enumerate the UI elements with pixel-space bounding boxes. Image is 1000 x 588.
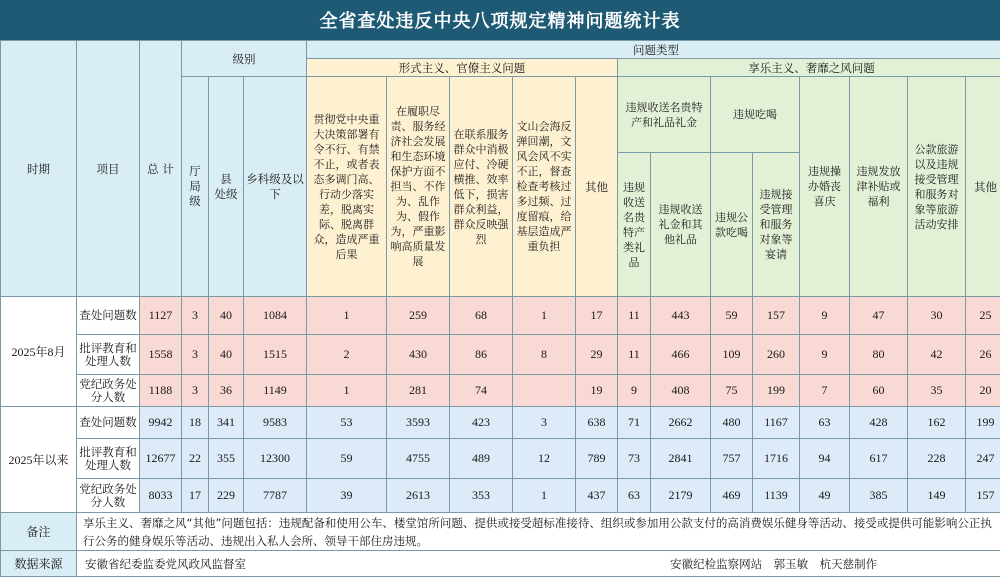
cell-value: 408 xyxy=(651,375,711,407)
cell-value: 42 xyxy=(908,335,966,375)
cell-value: 1188 xyxy=(140,375,182,407)
cell-value: 1 xyxy=(307,297,387,335)
cell-value: 466 xyxy=(651,335,711,375)
cell-value: 86 xyxy=(450,335,513,375)
header-wedding: 违规操办婚丧喜庆 xyxy=(800,77,850,297)
cell-value: 353 xyxy=(450,479,513,513)
header-formalism-1: 贯彻党中央重大决策部署有令不行、有禁不止，或者表态多调门高、行动少落实差，脱离实际、脱离群众，造成严重后果 xyxy=(307,77,387,297)
row-item-label: 查处问题数 xyxy=(77,407,140,439)
header-level-xian: 县 处级 xyxy=(209,77,244,297)
cell-value: 247 xyxy=(966,439,1000,479)
cell-value: 157 xyxy=(966,479,1000,513)
cell-value: 3 xyxy=(182,375,209,407)
header-level-xiang: 乡科级及以下 xyxy=(244,77,307,297)
cell-value: 25 xyxy=(966,297,1000,335)
cell-value: 341 xyxy=(209,407,244,439)
source-org: 安徽省纪委监委党风政风监督室 xyxy=(85,556,246,571)
cell-value: 1139 xyxy=(753,479,800,513)
cell-value: 9 xyxy=(618,375,651,407)
cell-value: 18 xyxy=(182,407,209,439)
page-title: 全省查处违反中央八项规定精神问题统计表 xyxy=(0,0,1000,40)
table-row xyxy=(1,407,1000,439)
header-eating-b: 违规接受管理和服务对象等宴请 xyxy=(753,153,800,297)
cell-value: 74 xyxy=(450,375,513,407)
row-item-label: 党纪政务处分人数 xyxy=(77,375,140,407)
cell-value: 9583 xyxy=(244,407,307,439)
cell-value: 2613 xyxy=(387,479,450,513)
cell-value: 3 xyxy=(182,335,209,375)
cell-value: 385 xyxy=(850,479,908,513)
cell-value: 60 xyxy=(850,375,908,407)
cell-value: 228 xyxy=(908,439,966,479)
cell-value: 12300 xyxy=(244,439,307,479)
notes-text: 享乐主义、奢靡之风“其他”问题包括：违规配备和使用公车、楼堂馆所问题、提供或接受超标准接待、组织或参加用公款支付的高消费娱乐健身等活动、接受或提供可能影响公正执行公务的健身娱乐等活动、违规出入私人会所、领导干部住房违规。 xyxy=(77,513,1000,551)
cell-value: 7 xyxy=(800,375,850,407)
cell-value: 355 xyxy=(209,439,244,479)
cell-value: 22 xyxy=(182,439,209,479)
header-gift-b: 违规收送礼金和其他礼品 xyxy=(651,153,711,297)
cell-value: 3 xyxy=(182,297,209,335)
cell-value: 109 xyxy=(711,335,753,375)
header-item: 项目 xyxy=(77,41,140,297)
header-hedonism-other: 其他 xyxy=(966,77,1000,297)
header-eating-a: 违规公款吃喝 xyxy=(711,153,753,297)
cell-value: 443 xyxy=(651,297,711,335)
cell-value: 428 xyxy=(850,407,908,439)
header-formalism-other: 其他 xyxy=(576,77,618,297)
cell-value: 17 xyxy=(576,297,618,335)
cell-value: 1084 xyxy=(244,297,307,335)
header-problem-type: 问题类型 xyxy=(307,41,1000,59)
cell-value: 40 xyxy=(209,297,244,335)
cell-value: 617 xyxy=(850,439,908,479)
cell-value: 260 xyxy=(753,335,800,375)
cell-value: 1149 xyxy=(244,375,307,407)
header-eating: 违规吃喝 xyxy=(711,77,800,153)
cell-value: 71 xyxy=(618,407,651,439)
source-label: 数据来源 xyxy=(1,551,77,577)
period-label: 2025年8月 xyxy=(1,297,77,407)
cell-value: 162 xyxy=(908,407,966,439)
cell-value: 35 xyxy=(908,375,966,407)
cell-value: 40 xyxy=(209,335,244,375)
cell-value: 36 xyxy=(209,375,244,407)
cell-value: 9942 xyxy=(140,407,182,439)
table-row xyxy=(1,375,1000,407)
cell-value: 2179 xyxy=(651,479,711,513)
cell-value: 49 xyxy=(800,479,850,513)
cell-value: 1127 xyxy=(140,297,182,335)
cell-value: 757 xyxy=(711,439,753,479)
cell-value: 8033 xyxy=(140,479,182,513)
statistics-table xyxy=(0,40,1000,577)
cell-value: 59 xyxy=(307,439,387,479)
header-hedonism: 享乐主义、奢靡之风问题 xyxy=(618,59,1000,77)
cell-value: 1716 xyxy=(753,439,800,479)
cell-value xyxy=(513,375,576,407)
cell-value: 53 xyxy=(307,407,387,439)
cell-value: 430 xyxy=(387,335,450,375)
header-allowance: 违规发放津补贴或福利 xyxy=(850,77,908,297)
header-travel: 公款旅游以及违规接受管理和服务对象等旅游活动安排 xyxy=(908,77,966,297)
cell-value: 9 xyxy=(800,297,850,335)
cell-value: 63 xyxy=(618,479,651,513)
header-gift: 违规收送名贵特产和礼品礼金 xyxy=(618,77,711,153)
cell-value: 4755 xyxy=(387,439,450,479)
cell-value: 20 xyxy=(966,375,1000,407)
cell-value: 9 xyxy=(800,335,850,375)
source-credit: 安徽纪检监察网站 郭玉敏 杭天慈制作 xyxy=(670,556,878,571)
cell-value: 19 xyxy=(576,375,618,407)
row-item-label: 批评教育和处理人数 xyxy=(77,335,140,375)
cell-value: 3593 xyxy=(387,407,450,439)
header-level-ting: 厅局级 xyxy=(182,77,209,297)
cell-value: 11 xyxy=(618,297,651,335)
cell-value: 80 xyxy=(850,335,908,375)
cell-value: 1515 xyxy=(244,335,307,375)
cell-value: 489 xyxy=(450,439,513,479)
cell-value: 12 xyxy=(513,439,576,479)
cell-value: 1558 xyxy=(140,335,182,375)
cell-value: 2 xyxy=(307,335,387,375)
cell-value: 29 xyxy=(576,335,618,375)
cell-value: 59 xyxy=(711,297,753,335)
cell-value: 7787 xyxy=(244,479,307,513)
notes-label: 备注 xyxy=(1,513,77,551)
header-formalism-3: 在联系服务群众中消极应付、冷硬横推、效率低下，损害群众利益，群众反映强烈 xyxy=(450,77,513,297)
table-row xyxy=(1,479,1000,513)
cell-value: 26 xyxy=(966,335,1000,375)
cell-value: 1 xyxy=(513,479,576,513)
table-row xyxy=(1,297,1000,335)
cell-value: 12677 xyxy=(140,439,182,479)
cell-value: 75 xyxy=(711,375,753,407)
cell-value: 8 xyxy=(513,335,576,375)
header-formalism: 形式主义、官僚主义问题 xyxy=(307,59,618,77)
cell-value: 259 xyxy=(387,297,450,335)
period-label: 2025年以来 xyxy=(1,407,77,513)
cell-value: 423 xyxy=(450,407,513,439)
cell-value: 199 xyxy=(753,375,800,407)
cell-value: 469 xyxy=(711,479,753,513)
row-item-label: 查处问题数 xyxy=(77,297,140,335)
header-period: 时期 xyxy=(1,41,77,297)
cell-value: 480 xyxy=(711,407,753,439)
cell-value: 3 xyxy=(513,407,576,439)
cell-value: 638 xyxy=(576,407,618,439)
cell-value: 157 xyxy=(753,297,800,335)
cell-value: 281 xyxy=(387,375,450,407)
cell-value: 17 xyxy=(182,479,209,513)
cell-value: 47 xyxy=(850,297,908,335)
header-level: 级别 xyxy=(182,41,307,77)
cell-value: 2662 xyxy=(651,407,711,439)
cell-value: 789 xyxy=(576,439,618,479)
cell-value: 199 xyxy=(966,407,1000,439)
cell-value: 94 xyxy=(800,439,850,479)
header-gift-a: 违规收送名贵特产类礼品 xyxy=(618,153,651,297)
cell-value: 68 xyxy=(450,297,513,335)
cell-value: 73 xyxy=(618,439,651,479)
cell-value: 149 xyxy=(908,479,966,513)
source-row xyxy=(77,551,1000,577)
cell-value: 1 xyxy=(513,297,576,335)
table-row xyxy=(1,335,1000,375)
header-formalism-2: 在履职尽责、服务经济社会发展和生态环境保护方面不担当、不作为、乱作为、假作为，严重影响高质量发展 xyxy=(387,77,450,297)
cell-value: 39 xyxy=(307,479,387,513)
cell-value: 1167 xyxy=(753,407,800,439)
cell-value: 2841 xyxy=(651,439,711,479)
cell-value: 437 xyxy=(576,479,618,513)
cell-value: 229 xyxy=(209,479,244,513)
cell-value: 1 xyxy=(307,375,387,407)
cell-value: 30 xyxy=(908,297,966,335)
header-total: 总 计 xyxy=(140,41,182,297)
header-formalism-4: 文山会海反弹回潮，文风会风不实不正，督查检查考核过多过频、过度留痕，给基层造成严重负担 xyxy=(513,77,576,297)
cell-value: 63 xyxy=(800,407,850,439)
row-item-label: 批评教育和处理人数 xyxy=(77,439,140,479)
table-row xyxy=(1,439,1000,479)
cell-value: 11 xyxy=(618,335,651,375)
row-item-label: 党纪政务处分人数 xyxy=(77,479,140,513)
